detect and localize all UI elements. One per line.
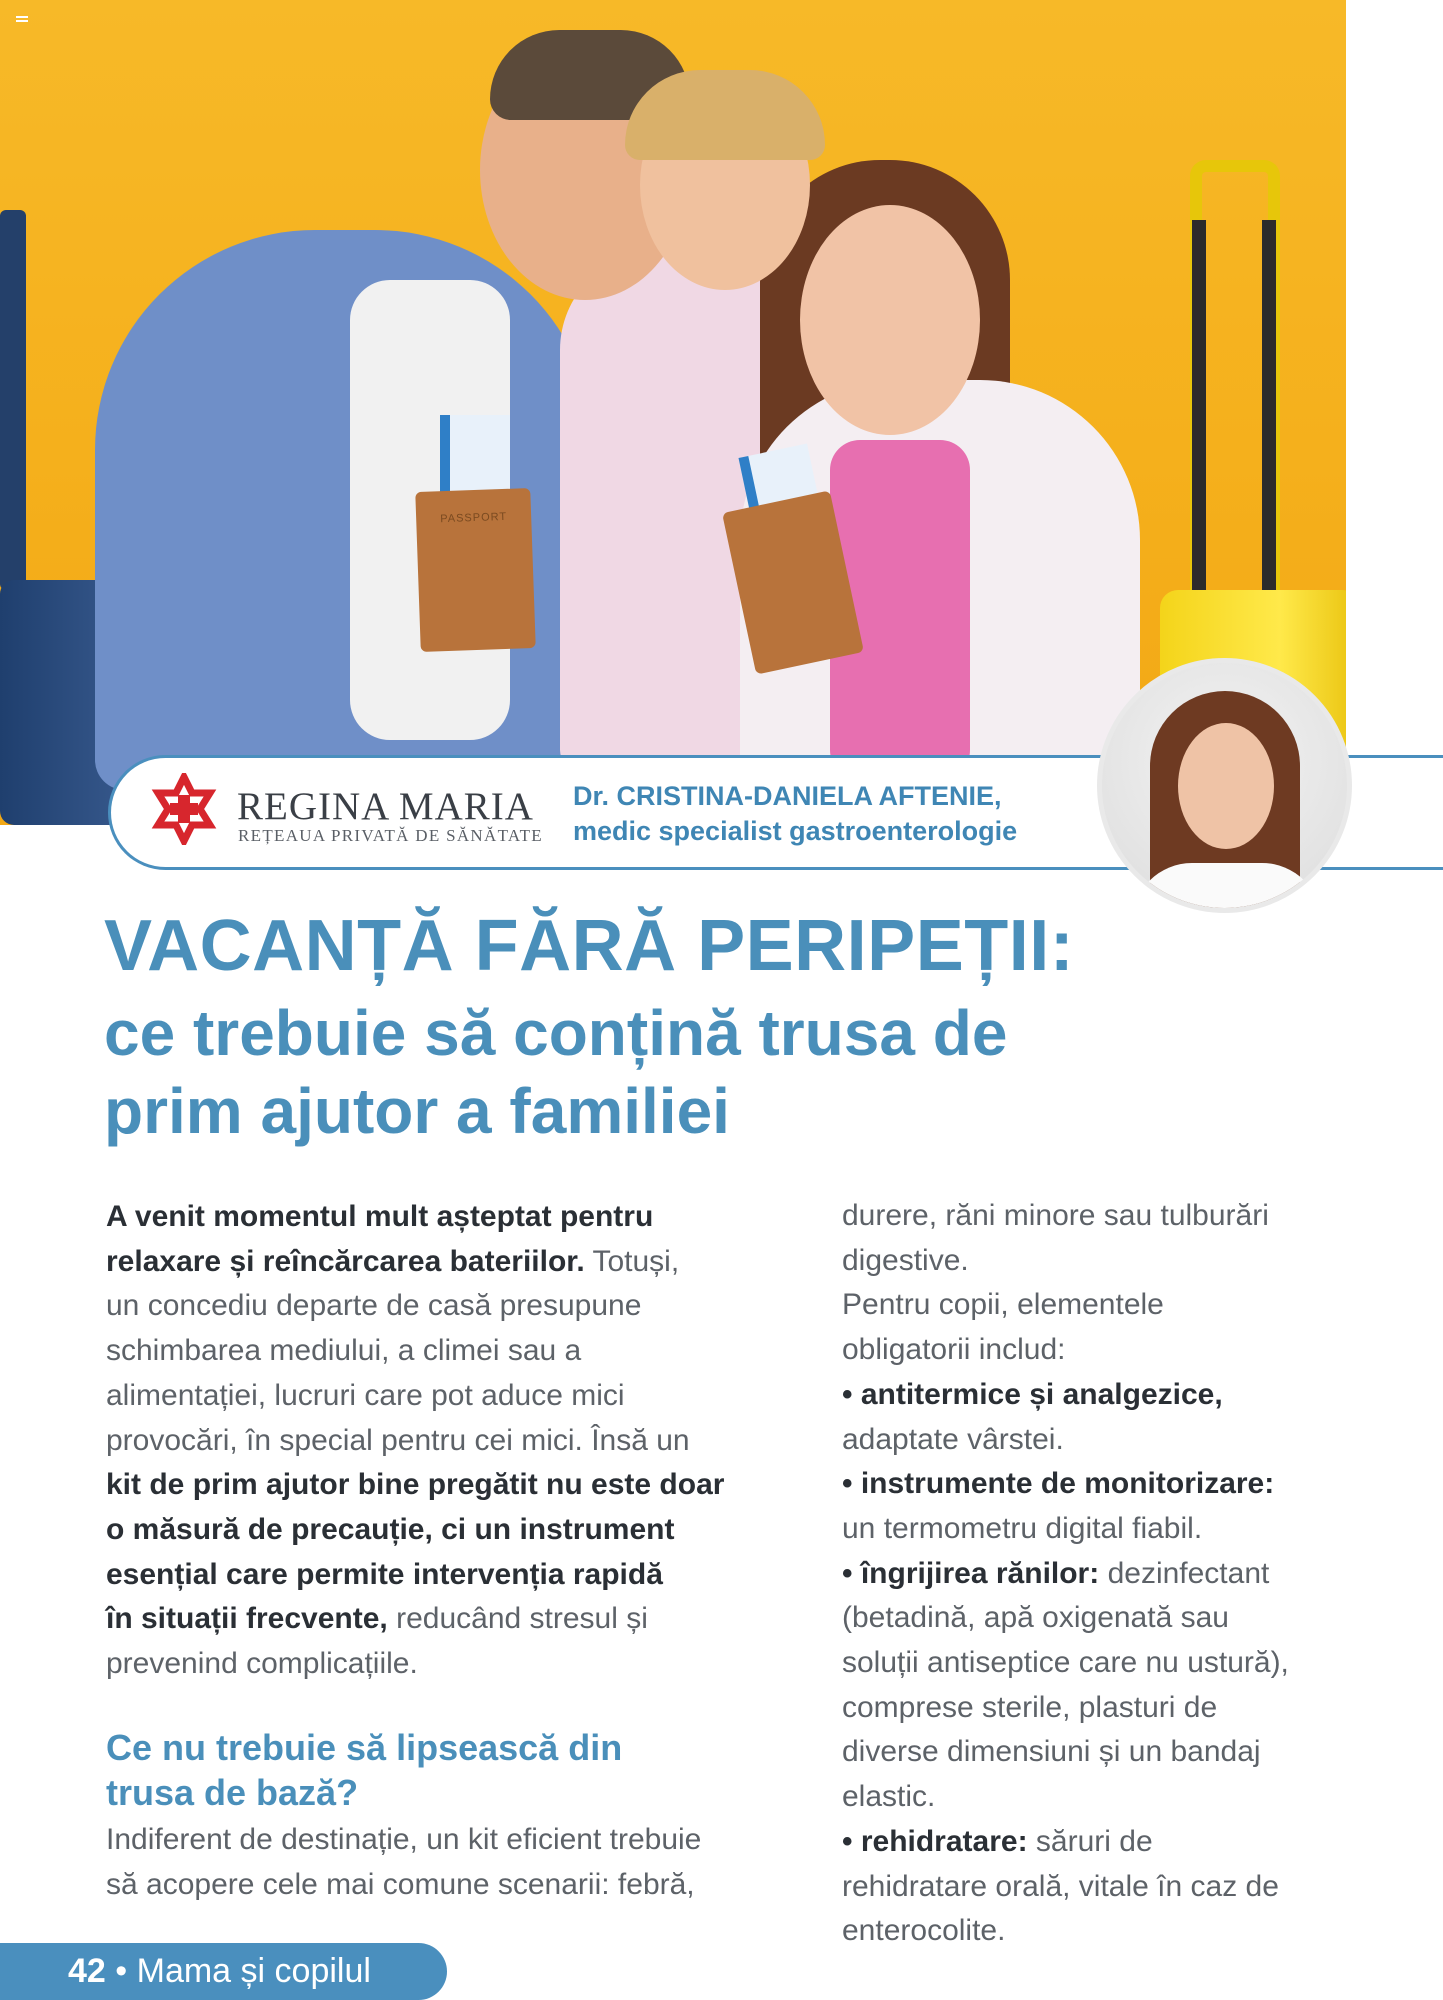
left-column-text-continued (106, 1818, 826, 1907)
text-line: în situații frecvente, reducând stresul și (106, 1602, 648, 1636)
page-footer (0, 1943, 447, 2000)
text-line: provocări, în special pentru cei mici. Însă un (106, 1423, 690, 1457)
footer-separator: • (105, 1952, 137, 1990)
publication-name: Mama și copilul (136, 1952, 371, 1990)
suitcase-handle (0, 210, 26, 590)
text-line: un termometru digital fiabil. (842, 1511, 1203, 1545)
section-heading: Ce nu trebuie să lipsească din trusa de bază? (106, 1727, 623, 1813)
text-line: enterocolite. (842, 1914, 1006, 1948)
text-line: (betadină, apă oxigenată sau (842, 1601, 1229, 1635)
text-line: să acopere cele mai comune scenarii: febră, (106, 1867, 695, 1901)
woman-face (800, 205, 980, 435)
author-role: medic specialist gastroenterologie (573, 816, 1018, 846)
text-line: durere, răni minore sau tulburări (842, 1199, 1269, 1232)
text-line: prevenind complicațiile. (106, 1647, 418, 1681)
page-number: 42 (68, 1952, 106, 1990)
text-line: kit de prim ajutor bine pregătit nu este doar (106, 1468, 725, 1502)
list-item: • îngrijirea rănilor: dezinfectant (842, 1556, 1270, 1590)
text-line: Indiferent de destinație, un kit eficient trebuie (106, 1823, 702, 1856)
text-line: esențial care permite intervenția rapidă (106, 1557, 663, 1591)
text-line: rehidratare orală, vitale în caz de (842, 1869, 1279, 1903)
text-line: obligatorii includ: (842, 1333, 1066, 1367)
suitcase-bar (1192, 220, 1206, 600)
author-name: Dr. CRISTINA-DANIELA AFTENIE, (573, 781, 1002, 811)
text-line: elastic. (842, 1780, 936, 1814)
text-line: digestive. (842, 1243, 969, 1277)
article-subtitle-line-1: ce trebuie să conțină trusa de (104, 997, 1008, 1069)
text-line: schimbarea mediului, a climei sau a (106, 1334, 582, 1368)
text-line: soluții antiseptice care nu ustură), (842, 1646, 1289, 1680)
text-line: comprese sterile, plasturi de (842, 1690, 1218, 1724)
author-portrait (1097, 658, 1352, 913)
article-subtitle-line-2: prim ajutor a familiei (104, 1075, 730, 1147)
passport (415, 488, 536, 652)
list-item: • instrumente de monitorizare: (842, 1467, 1275, 1501)
text-line: relaxare și reîncărcarea bateriilor. Totuși, (106, 1244, 680, 1278)
logo-tagline: REȚEAUA PRIVATĂ DE SĂNĂTATE (238, 826, 543, 845)
text-line: o măsură de precauție, ci un instrument (106, 1512, 675, 1546)
text-line: Pentru copii, elementele (842, 1288, 1164, 1322)
article-title: VACANȚĂ FĂRĂ PERIPEȚII: (104, 906, 1075, 986)
left-column-text (106, 1195, 806, 1687)
right-column-text (842, 1194, 1402, 1954)
list-item: • antitermice și analgezice, (842, 1377, 1223, 1411)
girl-hair (625, 70, 825, 160)
suitcase-bar (1262, 220, 1276, 600)
regina-maria-logo-icon (148, 773, 220, 845)
list-item: • rehidratare: săruri de (842, 1824, 1153, 1858)
text-line: un concediu departe de casă presupune (106, 1289, 642, 1323)
text-line: A venit momentul mult așteptat pentru (106, 1200, 654, 1233)
passport-label: PASSPORT (440, 510, 508, 526)
text-line: alimentației, lucruri care pot aduce mici (106, 1378, 625, 1412)
text-line: diverse dimensiuni și un bandaj (842, 1735, 1261, 1769)
logo-name: REGINA MARIA (237, 785, 534, 828)
menu-icon[interactable] (16, 16, 28, 26)
text-line: adaptate vârstei. (842, 1422, 1064, 1456)
